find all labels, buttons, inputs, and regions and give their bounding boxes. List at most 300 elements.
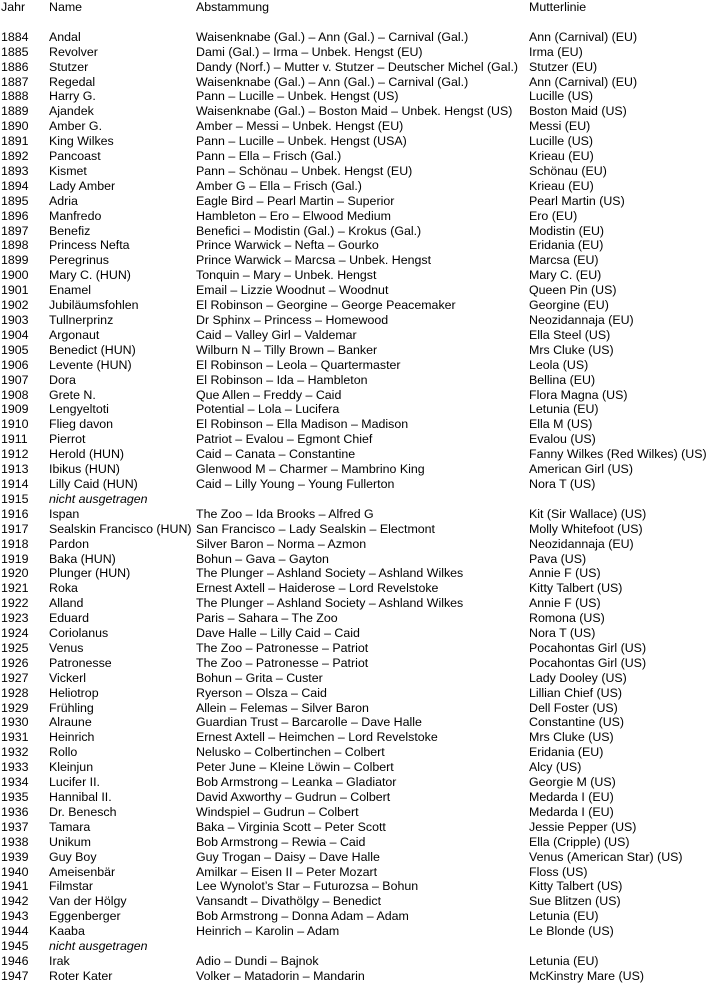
row-mother-line: Georgie M (US) <box>529 775 616 790</box>
row-descent: Baka – Virginia Scott – Peter Scott <box>196 819 386 834</box>
table-row <box>0 328 725 343</box>
row-descent: Bob Armstrong – Donna Adam – Adam <box>196 909 409 924</box>
table-row <box>0 626 725 641</box>
row-descent: Silver Baron – Norma – Azmon <box>196 536 367 551</box>
row-year: 1913 <box>1 462 29 477</box>
table-row <box>0 954 725 969</box>
row-name: Andal <box>49 29 81 44</box>
row-mother-line: Nora T (US) <box>529 476 596 491</box>
row-mother-line: Mrs Cluke (US) <box>529 730 614 745</box>
row-mother-line: Pava (US) <box>529 551 587 566</box>
row-descent: Bohun – Gava – Gayton <box>196 551 329 566</box>
row-descent: Benefici – Modistin (Gal.) – Krokus (Gal.) <box>196 223 422 238</box>
row-name: Rollo <box>49 745 78 760</box>
table-row <box>0 224 725 239</box>
row-year: 1887 <box>1 74 29 89</box>
row-year: 1890 <box>1 119 29 134</box>
row-descent: Prince Warwick – Marcsa – Unbek. Hengst <box>196 253 432 268</box>
row-year: 1935 <box>1 790 29 805</box>
row-year: 1926 <box>1 655 29 670</box>
table-row <box>0 343 725 358</box>
row-name: Guy Boy <box>49 849 97 864</box>
row-year: 1888 <box>1 89 29 104</box>
row-name: Herold (HUN) <box>49 447 125 462</box>
table-row <box>0 462 725 477</box>
row-mother-line: Letunia (EU) <box>529 402 599 417</box>
row-descent: Bohun – Grita – Custer <box>196 670 323 685</box>
table-row <box>0 238 725 253</box>
row-descent: Caid – Canata – Constantine <box>196 447 356 462</box>
row-year: 1919 <box>1 551 29 566</box>
row-year: 1885 <box>1 44 29 59</box>
row-year: 1897 <box>1 223 29 238</box>
row-year: 1929 <box>1 700 29 715</box>
row-year: 1921 <box>1 581 29 596</box>
row-mother-line: Medarda I (EU) <box>529 804 614 819</box>
row-name: Ispan <box>49 506 80 521</box>
table-row <box>0 835 725 850</box>
row-descent: The Zoo – Ida Brooks – Alfred G <box>196 506 374 521</box>
table-row <box>0 596 725 611</box>
row-descent: The Plunger – Ashland Society – Ashland Wilkes <box>196 596 464 611</box>
row-name: Filmstar <box>49 879 94 894</box>
row-name: Stutzer <box>49 59 89 74</box>
row-name: Hannibal II. <box>49 790 112 805</box>
row-descent: Tonquin – Mary – Unbek. Hengst <box>196 268 377 283</box>
row-descent: The Zoo – Patronesse – Patriot <box>196 655 369 670</box>
row-descent: The Zoo – Patronesse – Patriot <box>196 640 369 655</box>
row-name: Lucifer II. <box>49 775 100 790</box>
header-spacer <box>0 15 725 30</box>
row-name: Alland <box>49 596 84 611</box>
header-descent: Abstammung <box>196 0 270 14</box>
row-mother-line: Constantine (US) <box>529 715 625 730</box>
row-name: Jubiläumsfohlen <box>49 298 139 313</box>
row-mother-line: McKinstry Mare (US) <box>529 968 644 983</box>
row-year: 1924 <box>1 626 29 641</box>
row-name: Kleinjun <box>49 760 94 775</box>
row-year: 1917 <box>1 521 29 536</box>
table-row <box>0 283 725 298</box>
row-mother-line: Modistin (EU) <box>529 223 605 238</box>
row-descent: Patriot – Evalou – Egmont Chief <box>196 432 373 447</box>
row-year: 1892 <box>1 149 29 164</box>
table-row <box>0 745 725 760</box>
row-descent: Que Allen – Freddy – Caid <box>196 387 342 402</box>
row-mother-line: Kit (Sir Wallace) (US) <box>529 506 647 521</box>
row-mother-line: Nora T (US) <box>529 626 596 641</box>
row-name: Enamel <box>49 283 92 298</box>
row-name: Pardon <box>49 536 89 551</box>
row-descent: Heinrich – Karolin – Adam <box>196 924 340 939</box>
row-descent: Peter June – Kleine Löwin – Colbert <box>196 760 394 775</box>
row-year: 1899 <box>1 253 29 268</box>
row-year: 1920 <box>1 566 29 581</box>
row-descent: Ernest Axtell – Heimchen – Lord Revelstoke <box>196 730 438 745</box>
row-mother-line: Mrs Cluke (US) <box>529 342 614 357</box>
row-descent: Paris – Sahara – The Zoo <box>196 611 338 626</box>
row-year: 1912 <box>1 447 29 462</box>
row-year: 1895 <box>1 193 29 208</box>
table-row <box>0 924 725 939</box>
row-year: 1933 <box>1 760 29 775</box>
row-mother-line: Ero (EU) <box>529 208 578 223</box>
table-row <box>0 641 725 656</box>
row-year: 1900 <box>1 268 29 283</box>
row-descent: El Robinson – Ella Madison – Madison <box>196 417 409 432</box>
row-descent <box>196 939 529 954</box>
row-name: Dr. Benesch <box>49 804 117 819</box>
row-name: Lady Amber <box>49 178 116 193</box>
table-row <box>0 447 725 462</box>
row-name: Adria <box>49 193 78 208</box>
row-year: 1894 <box>1 178 29 193</box>
row-name: Ameisenbär <box>49 864 116 879</box>
row-descent: Pann – Ella – Frisch (Gal.) <box>196 149 342 164</box>
row-descent: Volker – Matadorin – Mandarin <box>196 968 365 983</box>
table-row <box>0 89 725 104</box>
row-year: 1934 <box>1 775 29 790</box>
row-descent: Allein – Felemas – Silver Baron <box>196 700 369 715</box>
row-mother-line: Neozidannaja (EU) <box>529 313 634 328</box>
row-name: Argonaut <box>49 327 100 342</box>
row-name: nicht ausgetragen <box>49 491 148 506</box>
row-name: Levente (HUN) <box>49 357 132 372</box>
row-year: 1937 <box>1 819 29 834</box>
row-descent: Pann – Schönau – Unbek. Hengst (EU) <box>196 163 413 178</box>
row-year: 1884 <box>1 29 29 44</box>
table-row <box>0 909 725 924</box>
table-row <box>0 45 725 60</box>
row-year: 1946 <box>1 953 29 968</box>
row-mother-line: Romona (US) <box>529 611 605 626</box>
row-mother-line: Floss (US) <box>529 864 588 879</box>
row-year: 1902 <box>1 298 29 313</box>
table-row <box>0 507 725 522</box>
table-row <box>0 209 725 224</box>
row-name: Coriolanus <box>49 626 109 641</box>
row-name: Eggenberger <box>49 909 121 924</box>
row-name: Vickerl <box>49 670 86 685</box>
table-row <box>0 671 725 686</box>
row-year: 1925 <box>1 640 29 655</box>
row-mother-line: Sue Blitzen (US) <box>529 894 621 909</box>
row-name: Pancoast <box>49 149 101 164</box>
header-mother-line: Mutterlinie <box>529 0 587 14</box>
row-name: nicht ausgetragen <box>49 939 148 954</box>
row-mother-line: Pearl Martin (US) <box>529 193 625 208</box>
row-name: Grete N. <box>49 387 96 402</box>
row-mother-line: Ella (Cripple) (US) <box>529 834 630 849</box>
row-descent: Waisenknabe (Gal.) – Boston Maid – Unbek. Hengst (US) <box>196 104 513 119</box>
row-name: Unikum <box>49 834 91 849</box>
row-descent: Amilkar – Eisen II – Peter Mozart <box>196 864 378 879</box>
row-descent: Amber – Messi – Unbek. Hengst (EU) <box>196 119 404 134</box>
row-descent: Bob Armstrong – Leanka – Gladiator <box>196 775 397 790</box>
row-name: Flieg davon <box>49 417 114 432</box>
row-name: Heliotrop <box>49 685 99 700</box>
row-mother-line: Marcsa (EU) <box>529 253 599 268</box>
table-row <box>0 820 725 835</box>
row-mother-line: Neozidannaja (EU) <box>529 536 634 551</box>
row-name: Peregrinus <box>49 253 109 268</box>
row-descent: Dr Sphinx – Princess – Homewood <box>196 313 389 328</box>
table-row <box>0 253 725 268</box>
row-descent: Hambleton – Ero – Elwood Medium <box>196 208 391 223</box>
row-year: 1907 <box>1 372 29 387</box>
row-year: 1910 <box>1 417 29 432</box>
row-name: Harry G. <box>49 89 96 104</box>
row-mother-line: Bellina (EU) <box>529 372 596 387</box>
row-descent: Windspiel – Gudrun – Colbert <box>196 804 359 819</box>
table-row <box>0 939 725 954</box>
row-name: Patronesse <box>49 655 112 670</box>
header-name: Name <box>49 0 83 14</box>
row-name: Princess Nefta <box>49 238 130 253</box>
row-name: Venus <box>49 640 84 655</box>
header-year: Jahr <box>1 0 26 14</box>
row-name: Kismet <box>49 163 87 178</box>
row-descent: Ryerson – Olsza – Caid <box>196 685 327 700</box>
row-mother-line: Molly Whitefoot (US) <box>529 521 643 536</box>
row-descent <box>196 492 529 507</box>
row-name: Ibikus (HUN) <box>49 462 120 477</box>
row-mother-line: Georgine (EU) <box>529 298 609 313</box>
row-mother-line: Lady Dooley (US) <box>529 670 627 685</box>
row-name: Pierrot <box>49 432 86 447</box>
table-row <box>0 715 725 730</box>
row-year: 1944 <box>1 924 29 939</box>
row-year: 1916 <box>1 506 29 521</box>
row-descent: El Robinson – Georgine – George Peacemaker <box>196 298 456 313</box>
row-mother-line: Venus (American Star) (US) <box>529 849 683 864</box>
table-row <box>0 134 725 149</box>
row-year: 1918 <box>1 536 29 551</box>
row-descent: Caid – Lilly Young – Young Fullerton <box>196 476 395 491</box>
row-year: 1915 <box>1 491 29 506</box>
row-name: Revolver <box>49 44 98 59</box>
row-mother-line: Ella M (US) <box>529 417 593 432</box>
table-row <box>0 149 725 164</box>
row-name: Lilly Caid (HUN) <box>49 476 138 491</box>
row-year: 1906 <box>1 357 29 372</box>
table-row <box>0 566 725 581</box>
row-year: 1938 <box>1 834 29 849</box>
row-mother-line: Letunia (EU) <box>529 953 599 968</box>
row-mother-line: Le Blonde (US) <box>529 924 614 939</box>
row-descent: Vansandt – Divathölgy – Benedict <box>196 894 382 909</box>
row-mother-line: Annie F (US) <box>529 566 601 581</box>
row-year: 1940 <box>1 864 29 879</box>
row-year: 1943 <box>1 909 29 924</box>
row-year: 1893 <box>1 163 29 178</box>
table-row <box>0 730 725 745</box>
table-row <box>0 701 725 716</box>
row-descent: Glenwood M – Charmer – Mambrino King <box>196 462 425 477</box>
row-mother-line: Irma (EU) <box>529 44 583 59</box>
row-year: 1891 <box>1 134 29 149</box>
row-descent: Waisenknabe (Gal.) – Ann (Gal.) – Carnival (Gal.) <box>196 29 469 44</box>
table-row <box>0 775 725 790</box>
row-mother-line: Ella Steel (US) <box>529 327 611 342</box>
table-row <box>0 104 725 119</box>
row-mother-line: Eridania (EU) <box>529 745 604 760</box>
row-name: Tullnerprinz <box>49 313 114 328</box>
row-year: 1928 <box>1 685 29 700</box>
row-descent: San Francisco – Lady Sealskin – Electmont <box>196 521 435 536</box>
table-row <box>0 417 725 432</box>
row-name: Manfredo <box>49 208 102 223</box>
row-descent: Nelusko – Colbertinchen – Colbert <box>196 745 385 760</box>
row-name: Benedict (HUN) <box>49 342 136 357</box>
table-row <box>0 686 725 701</box>
row-mother-line: Lucille (US) <box>529 89 594 104</box>
table-row <box>0 179 725 194</box>
row-mother-line: Leola (US) <box>529 357 589 372</box>
table-row <box>0 298 725 313</box>
row-year: 1936 <box>1 804 29 819</box>
row-descent: Prince Warwick – Nefta – Gourko <box>196 238 379 253</box>
row-name: Heinrich <box>49 730 95 745</box>
table-row <box>0 60 725 75</box>
row-descent: Dandy (Norf.) – Mutter v. Stutzer – Deutscher Michel (Gal.) <box>196 59 519 74</box>
row-year: 1904 <box>1 327 29 342</box>
row-mother-line: Eridania (EU) <box>529 238 604 253</box>
row-descent: David Axworthy – Gudrun – Colbert <box>196 790 391 805</box>
table-row <box>0 552 725 567</box>
row-year: 1914 <box>1 476 29 491</box>
row-year: 1923 <box>1 611 29 626</box>
row-name: Van der Hölgy <box>49 894 127 909</box>
row-name: Lengyeltoti <box>49 402 109 417</box>
row-year: 1901 <box>1 283 29 298</box>
row-name: Plunger (HUN) <box>49 566 131 581</box>
row-name: Tamara <box>49 819 91 834</box>
row-name: Baka (HUN) <box>49 551 116 566</box>
row-name: Mary C. (HUN) <box>49 268 131 283</box>
row-descent: Guy Trogan – Daisy – Dave Halle <box>196 849 380 864</box>
row-year: 1931 <box>1 730 29 745</box>
row-year: 1930 <box>1 715 29 730</box>
row-name: Eduard <box>49 611 89 626</box>
row-descent: El Robinson – Leola – Quartermaster <box>196 357 401 372</box>
row-year: 1908 <box>1 387 29 402</box>
row-mother-line: Annie F (US) <box>529 596 601 611</box>
row-descent: Pann – Lucille – Unbek. Hengst (USA) <box>196 134 407 149</box>
row-mother-line: Ann (Carnival) (EU) <box>529 74 638 89</box>
row-mother-line: Kitty Talbert (US) <box>529 581 623 596</box>
row-descent: Caid – Valley Girl – Valdemar <box>196 327 357 342</box>
row-year: 1898 <box>1 238 29 253</box>
row-descent: Ernest Axtell – Haiderose – Lord Revelstoke <box>196 581 439 596</box>
row-year: 1889 <box>1 104 29 119</box>
row-mother-line: Fanny Wilkes (Red Wilkes) (US) <box>529 447 707 462</box>
table-row <box>0 388 725 403</box>
row-name: Irak <box>49 953 70 968</box>
table-row <box>0 75 725 90</box>
row-mother-line: Jessie Pepper (US) <box>529 819 637 834</box>
row-descent: Waisenknabe (Gal.) – Ann (Gal.) – Carnival (Gal.) <box>196 74 469 89</box>
row-descent: Amber G – Ella – Frisch (Gal.) <box>196 178 362 193</box>
row-mother-line: Alcy (US) <box>529 760 582 775</box>
row-name: Dora <box>49 372 76 387</box>
row-descent: Lee Wynolot’s Star – Futurozsa – Bohun <box>196 879 419 894</box>
table-row <box>0 894 725 909</box>
row-year: 1939 <box>1 849 29 864</box>
row-year: 1945 <box>1 939 29 954</box>
row-mother-line: Pocahontas Girl (US) <box>529 640 647 655</box>
row-name: King Wilkes <box>49 134 114 149</box>
row-year: 1911 <box>1 432 28 447</box>
row-year: 1903 <box>1 313 29 328</box>
row-name: Regedal <box>49 74 96 89</box>
row-descent: El Robinson – Ida – Hambleton <box>196 372 368 387</box>
row-name: Frühling <box>49 700 94 715</box>
row-year: 1927 <box>1 670 29 685</box>
row-year: 1909 <box>1 402 29 417</box>
table-row <box>0 477 725 492</box>
row-name: Roter Kater <box>49 968 113 983</box>
row-year: 1941 <box>1 879 29 894</box>
row-descent: Adio – Dundi – Bajnok <box>196 953 319 968</box>
row-mother-line: Lucille (US) <box>529 134 594 149</box>
row-descent: Pann – Lucille – Unbek. Hengst (US) <box>196 89 399 104</box>
row-descent: Guardian Trust – Barcarolle – Dave Halle <box>196 715 422 730</box>
table-row <box>0 537 725 552</box>
row-mother-line: Boston Maid (US) <box>529 104 627 119</box>
table-row <box>0 492 725 507</box>
table-row <box>0 432 725 447</box>
row-mother-line: Krieau (EU) <box>529 149 594 164</box>
table-row <box>0 879 725 894</box>
row-year: 1947 <box>1 968 29 983</box>
row-mother-line: Evalou (US) <box>529 432 596 447</box>
row-mother-line: Krieau (EU) <box>529 178 594 193</box>
row-name: Roka <box>49 581 78 596</box>
table-row <box>0 790 725 805</box>
row-mother-line: American Girl (US) <box>529 462 633 477</box>
row-descent: Dami (Gal.) – Irma – Unbek. Hengst (EU) <box>196 44 423 59</box>
row-year: 1896 <box>1 208 29 223</box>
table-row <box>0 164 725 179</box>
row-mother-line: Mary C. (EU) <box>529 268 602 283</box>
row-year: 1932 <box>1 745 29 760</box>
row-mother-line <box>529 939 725 954</box>
table-row <box>0 581 725 596</box>
row-mother-line: Flora Magna (US) <box>529 387 628 402</box>
row-name: Ajandek <box>49 104 94 119</box>
row-name: Sealskin Francisco (HUN) <box>49 521 192 536</box>
header-row <box>0 0 725 15</box>
row-descent: Email – Lizzie Woodnut – Woodnut <box>196 283 389 298</box>
row-descent: Dave Halle – Lilly Caid – Caid <box>196 626 360 641</box>
table-row <box>0 373 725 388</box>
row-mother-line: Kitty Talbert (US) <box>529 879 623 894</box>
row-mother-line: Letunia (EU) <box>529 909 599 924</box>
row-year: 1922 <box>1 596 29 611</box>
row-descent: Bob Armstrong – Rewia – Caid <box>196 834 366 849</box>
row-descent: Potential – Lola – Lucifera <box>196 402 340 417</box>
row-mother-line: Schönau (EU) <box>529 163 607 178</box>
row-mother-line: Stutzer (EU) <box>529 59 598 74</box>
row-descent: Eagle Bird – Pearl Martin – Superior <box>196 193 395 208</box>
table-row <box>0 850 725 865</box>
row-name: Amber G. <box>49 119 103 134</box>
table-body <box>0 30 725 984</box>
table-row <box>0 194 725 209</box>
row-descent: Wilburn N – Tilly Brown – Banker <box>196 342 378 357</box>
table-row <box>0 119 725 134</box>
